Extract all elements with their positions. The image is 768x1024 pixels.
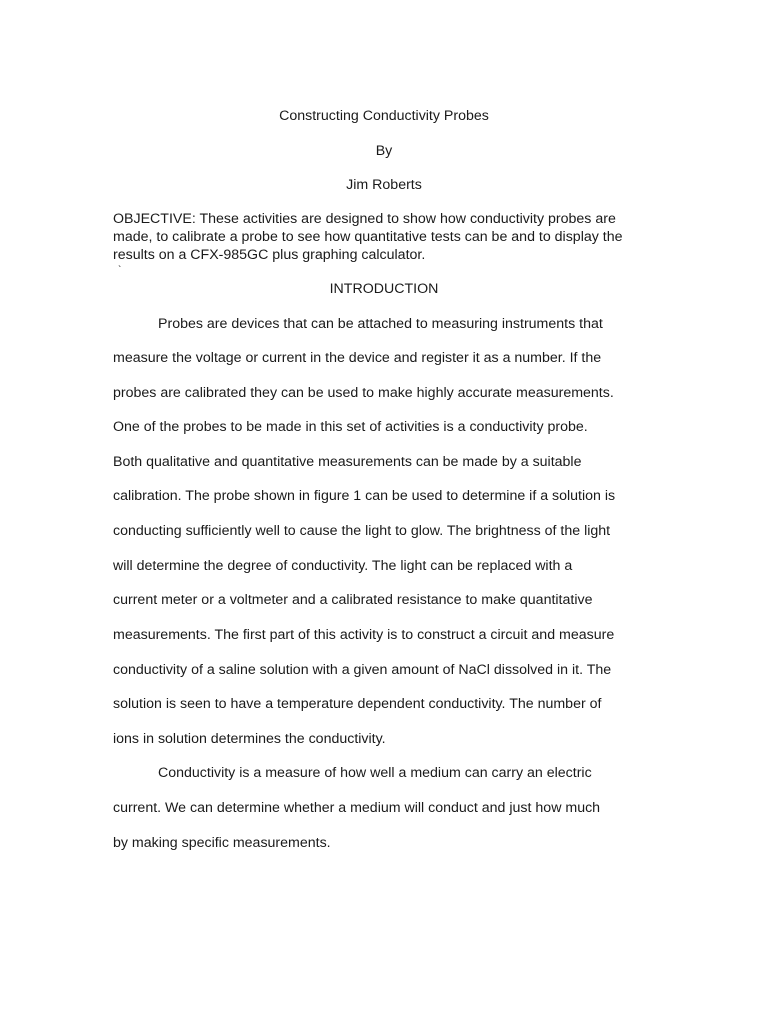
stray-mark: ` bbox=[118, 265, 122, 276]
paragraph-line: measure the voltage or current in the device and register it as a number. If the bbox=[113, 350, 602, 366]
objective-line: made, to calibrate a probe to see how quantitative tests can be and to display the bbox=[113, 229, 623, 245]
author-name: Jim Roberts bbox=[346, 177, 422, 193]
paragraph-line: Both qualitative and quantitative measurements can be made by a suitable bbox=[113, 454, 582, 470]
paragraph-line: by making specific measurements. bbox=[113, 835, 331, 851]
introduction-heading: INTRODUCTION bbox=[329, 281, 439, 297]
paragraph-line: conductivity of a saline solution with a given amount of NaCl dissolved in it. The bbox=[113, 662, 612, 678]
objective-line: OBJECTIVE: These activities are designed to show how conductivity probes are bbox=[113, 211, 616, 227]
paragraph-line: Probes are devices that can be attached to measuring instruments that bbox=[158, 316, 603, 332]
paragraph-line: calibration. The probe shown in figure 1 can be used to determine if a solution is bbox=[113, 488, 616, 504]
paragraph-line: Conductivity is a measure of how well a medium can carry an electric bbox=[158, 765, 592, 781]
paragraph-line: current. We can determine whether a medium will conduct and just how much bbox=[113, 800, 601, 816]
document-title: Constructing Conductivity Probes bbox=[279, 108, 489, 124]
paragraph-line: One of the probes to be made in this set of activities is a conductivity probe. bbox=[113, 419, 588, 435]
objective-block bbox=[113, 210, 673, 264]
paragraph-line: will determine the degree of conductivity. The light can be replaced with a bbox=[113, 558, 573, 574]
objective-line: results on a CFX-985GC plus graphing calculator. bbox=[113, 247, 426, 263]
paragraph-line: current meter or a voltmeter and a calibrated resistance to make quantitative bbox=[113, 592, 593, 608]
paragraph-line: measurements. The first part of this activity is to construct a circuit and measure bbox=[113, 627, 615, 643]
paragraph-line: solution is seen to have a temperature dependent conductivity. The number of bbox=[113, 696, 602, 712]
paragraph-line: probes are calibrated they can be used to make highly accurate measurements. bbox=[113, 385, 614, 401]
by-line: By bbox=[375, 143, 393, 159]
paragraph-line: conducting sufficiently well to cause the light to glow. The brightness of the light bbox=[113, 523, 611, 539]
paragraph-line: ions in solution determines the conductivity. bbox=[113, 731, 386, 747]
